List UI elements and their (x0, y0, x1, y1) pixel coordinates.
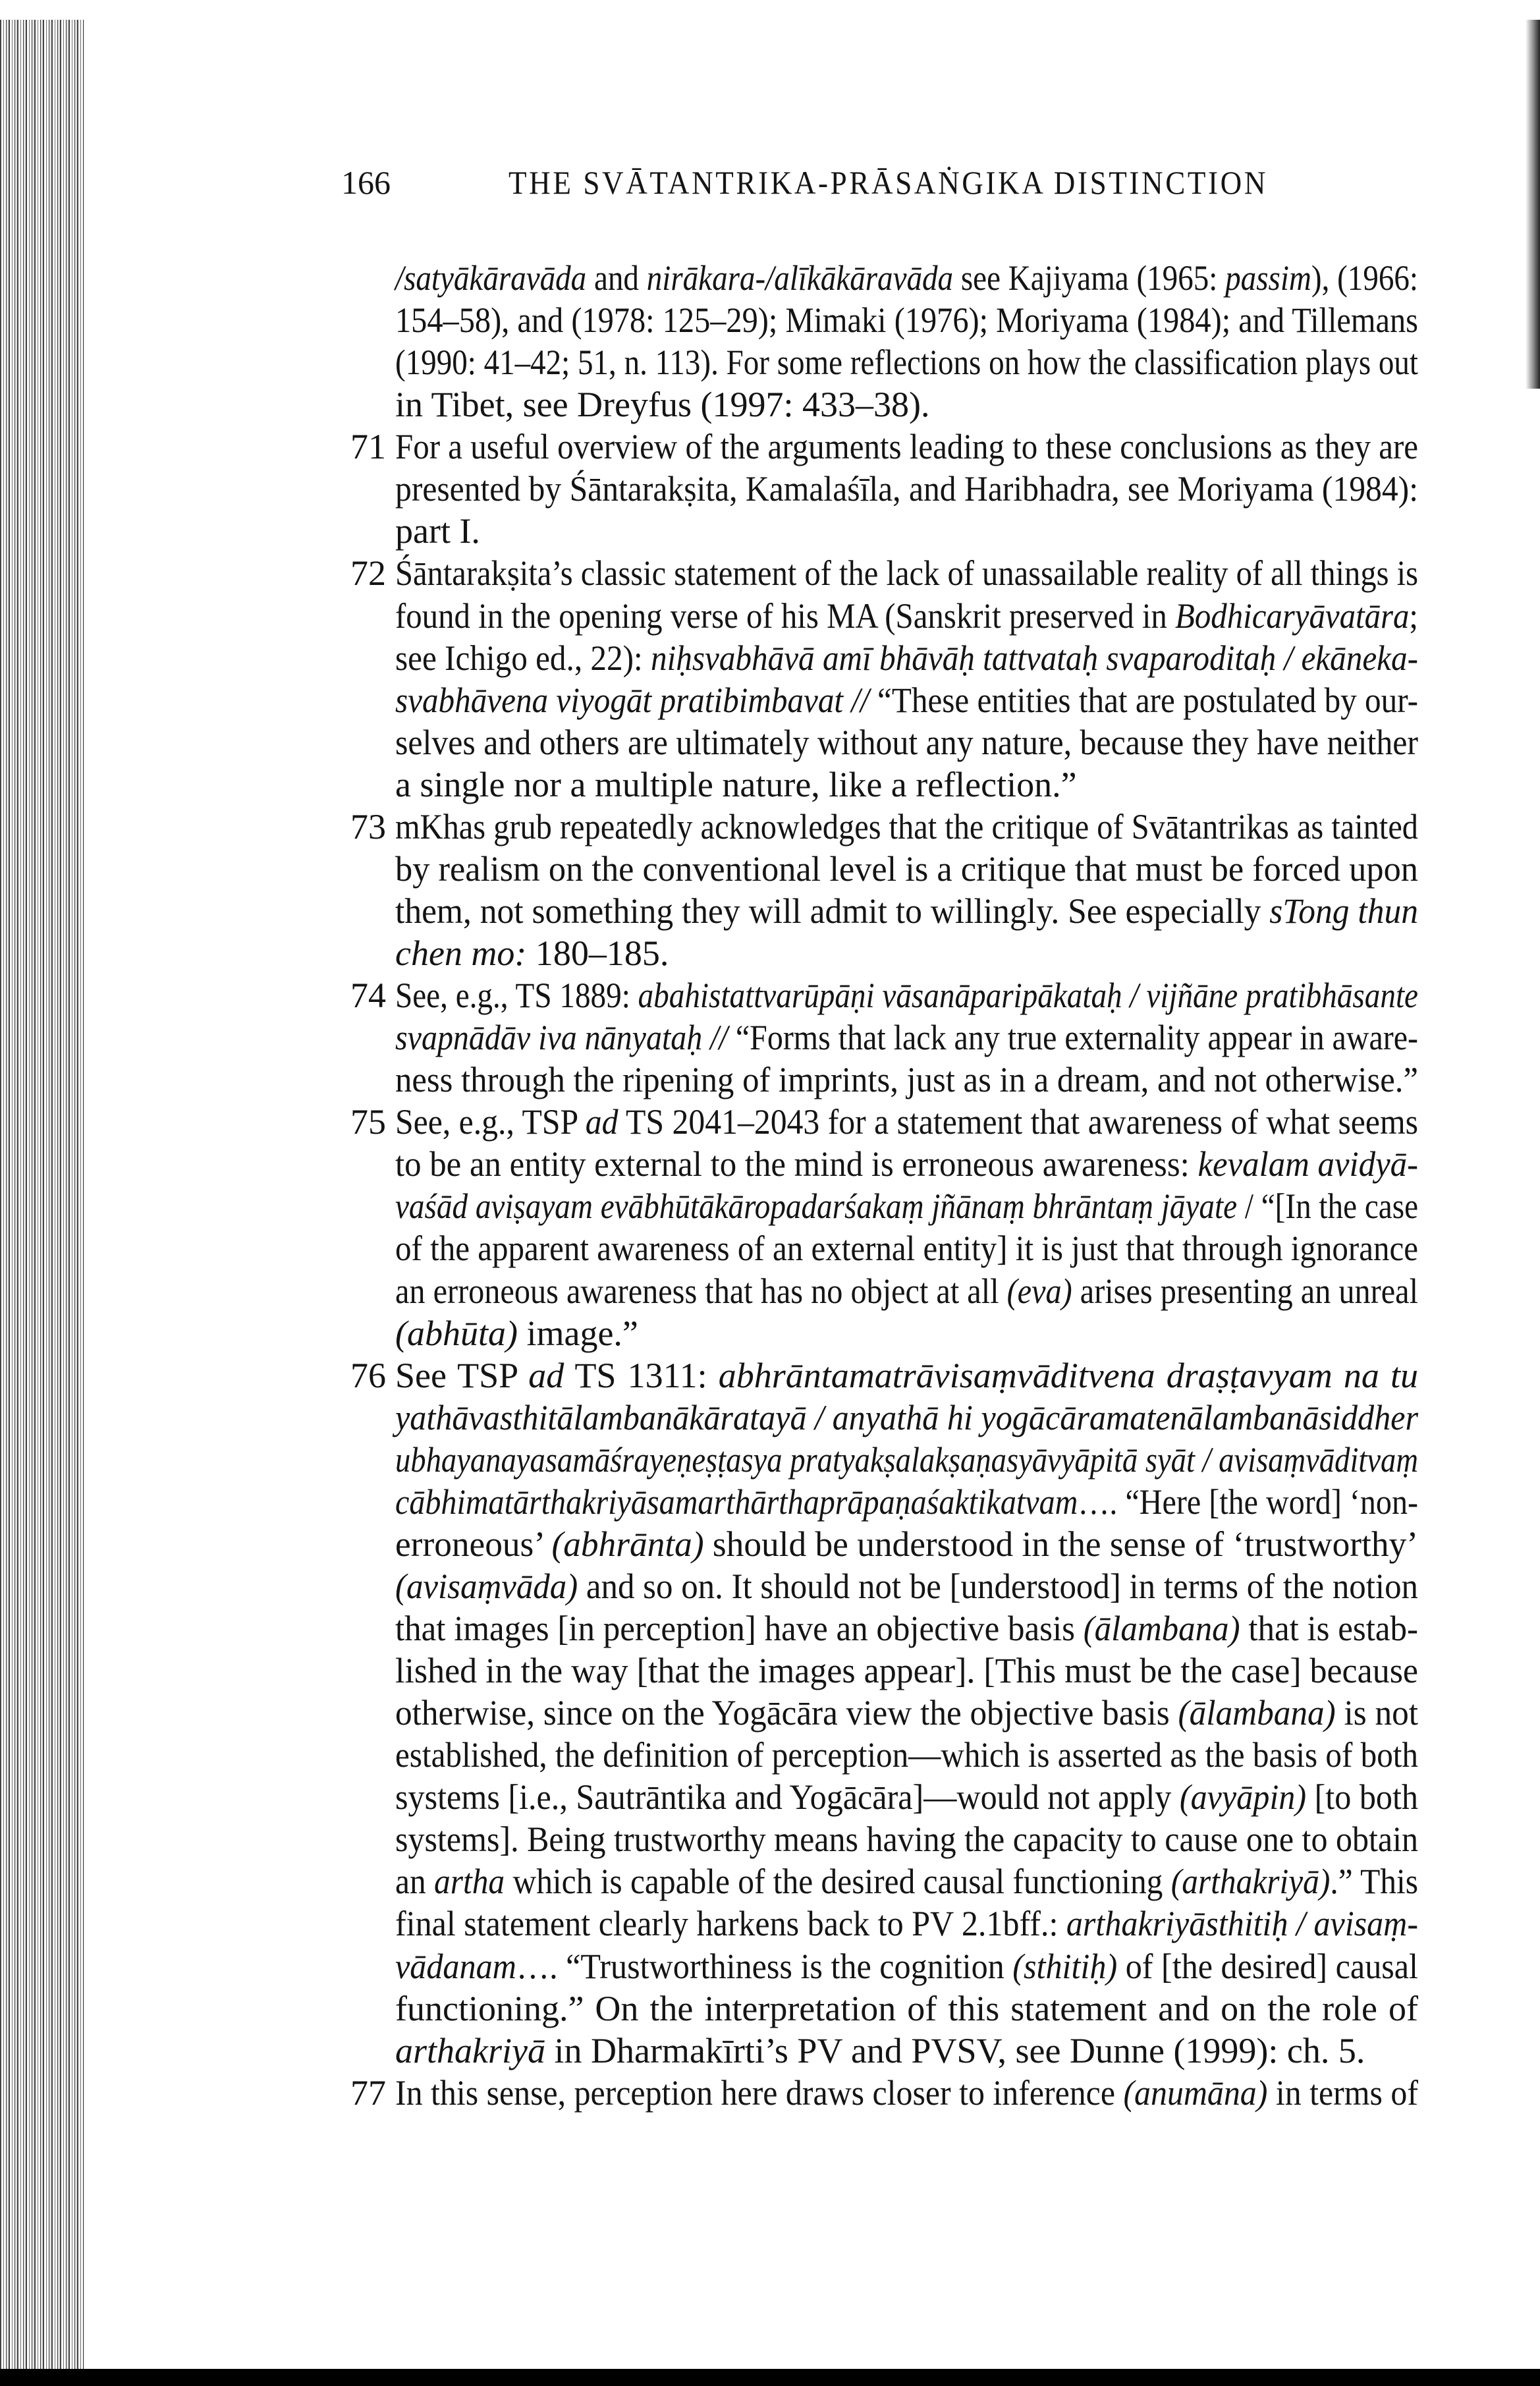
text-run: image.” (517, 1313, 638, 1353)
note-number: 72 (350, 553, 386, 594)
text-run: to be an entity external to the mind is erroneous awareness: (395, 1144, 1198, 1184)
note-line (395, 1312, 1418, 1354)
note-line (395, 299, 1418, 341)
note-line (395, 1523, 1418, 1565)
note-line-text (395, 595, 1418, 637)
note-line-text (395, 1143, 1418, 1185)
italic-term: (sthitiḥ) (1012, 1946, 1118, 1986)
text-run: “Forms that lack any true externality appear in aware- (727, 1018, 1418, 1058)
italic-term: Bodhicaryāvatāra (1175, 596, 1410, 636)
running-head-title-text: THE SVĀTANTRIKA-PRĀSAṄGIKA DISTINCTION (509, 164, 1268, 201)
text-run: For a useful overview of the arguments leading to these conclusions as they are (395, 427, 1418, 467)
note-line (395, 1650, 1418, 1692)
italic-term: cābhimatārthakriyāsamarthārthaprāpaṇaśaktikatvam (395, 1482, 1078, 1522)
text-run: arises presenting an unreal (1072, 1271, 1418, 1311)
note-line-text (395, 679, 1418, 721)
note-line-text (395, 1692, 1418, 1734)
note-line (395, 932, 1418, 974)
note-line-text (395, 1185, 1418, 1227)
note-line-text (395, 1902, 1418, 1945)
scanner-bottom-border (0, 2369, 1540, 2386)
text-run: .” This (1330, 1862, 1418, 1902)
note-line-text (395, 637, 1418, 679)
endnotes-body (350, 257, 1418, 2114)
note-number: 77 (350, 2072, 386, 2113)
note-number: 71 (350, 427, 386, 467)
italic-term: nirākara-/alīkākāravāda (646, 258, 954, 298)
note-line (395, 1987, 1418, 2030)
italic-term: (eva) (1006, 1271, 1072, 1311)
note-line (395, 763, 1418, 806)
note-line (395, 1945, 1418, 1987)
italic-term: arthakriyāsthitiḥ / avisaṃ- (1066, 1904, 1418, 1944)
note-line (395, 257, 1418, 299)
italic-term: (anumāna) (1123, 2072, 1268, 2113)
text-run: systems [i.e., Sautrāntika and Yogācāra]—would not apply (395, 1777, 1180, 1817)
text-run: “These entities that are postulated by our- (869, 680, 1418, 720)
note-line-text (395, 1523, 1418, 1565)
italic-term: artha (434, 1862, 505, 1902)
note-line-text (395, 383, 929, 426)
text-run: / “[In the case (1237, 1186, 1418, 1227)
note-line-text (395, 1354, 1418, 1397)
text-run: TS 2041–2043 for a statement that awareness of what seems (618, 1102, 1418, 1142)
note-line (395, 1734, 1418, 1776)
note-line-text (395, 1734, 1418, 1776)
italic-term: yathāvasthitālambanākāratayā / anyathā hi yogācāramatenālambanāsiddher (395, 1397, 1418, 1437)
scanned-page-edge-shadow (1526, 20, 1540, 389)
note-line (395, 2030, 1418, 2072)
text-run: them, not something they will admit to willingly. See especially (395, 891, 1270, 931)
text-run: a single nor a multiple nature, like a reflection.” (395, 764, 1077, 804)
note-line-text (395, 552, 1418, 594)
italic-term: abahistattvarūpāṇi vāsanāparipākataḥ / vijñāne pratibhāsante (638, 976, 1418, 1016)
text-run: selves and others are ultimately without any nature, because they have neither (395, 722, 1418, 762)
text-run: functioning.” On the interpretation of this statement and on the role of (395, 1988, 1418, 2028)
note-line-text (395, 1987, 1418, 2030)
note-number: 74 (350, 976, 386, 1016)
text-run: in Dharmakīrti’s PV and PVSV, see Dunne (1999): ch. 5. (545, 2030, 1365, 2070)
scanned-book-binding-edge (0, 20, 84, 2372)
text-run: See TSP (395, 1355, 529, 1395)
note-line-text (395, 468, 1418, 510)
text-run: otherwise, since on the Yogācāra view the objective basis (395, 1693, 1178, 1733)
note-line-text (395, 257, 1418, 299)
italic-term: kevalam avidyā- (1197, 1144, 1418, 1184)
text-run: an (395, 1862, 435, 1902)
note-line-text (395, 1650, 1418, 1692)
note-line (395, 1776, 1418, 1818)
text-run: see Ichigo ed., 22): (395, 638, 651, 678)
italic-term: vaśād aviṣayam evābhūtākāropadarśakaṃ jñānaṃ bhrāntaṃ jāyate (395, 1186, 1238, 1227)
italic-term: svapnādāv iva nānyataḥ // (395, 1018, 728, 1058)
note-line (395, 1607, 1418, 1650)
text-run: 154–58), and (1978: 125–29); Mimaki (1976); Moriyama (1984); and Tillemans (395, 300, 1418, 341)
text-run: ; (1409, 596, 1418, 636)
italic-term: passim (1225, 258, 1311, 298)
note-line-text (395, 721, 1418, 763)
note-line-text (395, 1565, 1418, 1607)
note-line-text (395, 2030, 1365, 2072)
note-line-text (395, 1439, 1418, 1481)
text-run: is not (1335, 1693, 1418, 1733)
italic-term: vādanam (395, 1946, 516, 1986)
note-line (395, 679, 1418, 721)
text-run: which is capable of the desired causal functioning (505, 1862, 1171, 1902)
note-line (395, 1227, 1418, 1269)
note-line (350, 1354, 1418, 1397)
note-line-text (395, 1016, 1418, 1059)
note-line-text (395, 1227, 1418, 1269)
text-run: 180–185. (526, 933, 669, 973)
text-run: established, the definition of perception—which is asserted as the basis of both (395, 1735, 1418, 1775)
italic-term: sTong thun (1269, 891, 1418, 931)
text-run: of [the desired] causal (1117, 1946, 1418, 1986)
text-run: final statement clearly harkens back to PV 2.1bff.: (395, 1904, 1066, 1944)
italic-term: svabhāvena viyogāt pratibimbavat // (395, 680, 869, 720)
text-run: …. “Trustworthiness is the cognition (516, 1946, 1013, 1986)
note-line-text (395, 1818, 1418, 1860)
note-line (395, 637, 1418, 679)
note-line-text (395, 1059, 1418, 1101)
text-run: TS 1311: (564, 1355, 719, 1395)
note-line-text (395, 1481, 1418, 1523)
text-run: should be understood in the sense of ‘trustworthy’ (703, 1524, 1418, 1564)
note-line-text (395, 341, 1418, 383)
note-line (395, 595, 1418, 637)
note-line-text (395, 1270, 1418, 1312)
text-run: ness through the ripening of imprints, just as in a dream, and not otherwise.” (395, 1060, 1418, 1100)
note-line-text (395, 1397, 1418, 1439)
italic-term: chen mo: (395, 933, 527, 973)
text-run: ), (1966: (1311, 258, 1418, 298)
text-run: in terms of (1267, 2072, 1418, 2113)
text-run: (1990: 41–42; 51, n. 113). For some reflections on how the classification plays out (395, 343, 1418, 383)
note-line-text (395, 426, 1418, 468)
note-line-text (395, 2072, 1418, 2114)
note-line (395, 1397, 1418, 1439)
note-line (395, 1565, 1418, 1607)
italic-term: (ālambana) (1178, 1693, 1336, 1733)
text-run: [to both (1306, 1777, 1418, 1817)
text-run: erroneous’ (395, 1524, 552, 1564)
text-run: and so on. It should not be [understood] in terms of the notion (578, 1566, 1418, 1606)
note-line (350, 552, 1418, 594)
italic-term: (abhūta) (395, 1313, 518, 1353)
text-run: In this sense, perception here draws closer to inference (395, 2072, 1124, 2113)
note-line-text (395, 890, 1418, 932)
italic-term: (arthakriyā) (1170, 1862, 1331, 1902)
note-line (395, 1481, 1418, 1523)
note-number: 75 (350, 1102, 386, 1142)
text-run: part I. (395, 511, 480, 551)
note-line-text (395, 806, 1418, 848)
note-number: 76 (350, 1355, 386, 1395)
italic-term: ad (528, 1355, 564, 1395)
note-line-text (395, 974, 1418, 1016)
text-run: by realism on the conventional level is a critique that must be forced upon (395, 848, 1418, 889)
note-line (395, 890, 1418, 932)
note-line (395, 1902, 1418, 1945)
note-line (395, 341, 1418, 383)
note-line (395, 1185, 1418, 1227)
note-line (395, 1143, 1418, 1185)
text-run: see Kajiyama (1965: (953, 258, 1226, 298)
note-line (395, 1860, 1418, 1902)
italic-term: niḥsvabhāvā amī bhāvāḥ tattvataḥ svaparoditaḥ / ekāneka- (650, 638, 1418, 678)
note-line (395, 1818, 1418, 1860)
note-line-text (395, 1607, 1418, 1650)
text-run: of the apparent awareness of an external entity] it is just that through ignorance (395, 1229, 1418, 1269)
note-line (395, 1016, 1418, 1059)
italic-term: (abhrānta) (551, 1524, 704, 1564)
text-run: and (586, 258, 647, 298)
note-line-text (395, 932, 669, 974)
note-line-text (395, 510, 480, 552)
text-run: See, e.g., TSP (395, 1102, 586, 1142)
note-line (350, 2072, 1418, 2114)
text-run: Śāntarakṣita’s classic statement of the lack of unassailable reality of all things is (395, 553, 1418, 594)
text-run: mKhas grub repeatedly acknowledges that the critique of Svātantrikas as tainted (395, 806, 1418, 846)
italic-term: ad (585, 1102, 619, 1142)
note-line-text (395, 1776, 1418, 1818)
italic-term: (avisaṃvāda) (395, 1566, 578, 1606)
note-line (350, 426, 1418, 468)
note-line (395, 1270, 1418, 1312)
note-line-text (395, 848, 1418, 890)
note-number: 73 (350, 806, 386, 846)
note-line (395, 1059, 1418, 1101)
note-line-text (395, 1860, 1418, 1902)
note-line (395, 468, 1418, 510)
italic-term: (ālambana) (1083, 1609, 1240, 1648)
running-head-title (509, 163, 1268, 202)
note-line-text (395, 299, 1418, 341)
text-run: that images [in perception] have an objective basis (395, 1609, 1084, 1648)
note-line (395, 848, 1418, 890)
text-run: lished in the way [that the images appear]. [This must be the case] because (395, 1651, 1418, 1691)
text-run: See, e.g., TS 1889: (395, 976, 638, 1016)
text-run: …. “Here [the word] ‘non- (1078, 1482, 1418, 1522)
note-line (395, 721, 1418, 763)
note-line-text (395, 1312, 638, 1354)
text-run: in Tibet, see Dreyfus (1997: 433–38). (395, 385, 930, 425)
text-run: that is estab- (1240, 1609, 1418, 1648)
note-line-text (395, 1101, 1418, 1143)
note-line-text (395, 763, 1077, 806)
note-line (350, 1101, 1418, 1143)
note-line (350, 974, 1418, 1016)
note-line (350, 806, 1418, 848)
note-line (395, 1692, 1418, 1734)
page-number: 166 (341, 164, 391, 201)
italic-term: ubhayanayasamāśrayeṇeṣṭasya pratyakṣalakṣaṇasyāvyāpitā syāt / avisaṃvāditvaṃ (395, 1439, 1418, 1480)
italic-term: /satyākāravāda (395, 258, 587, 298)
text-run: found in the opening verse of his MA (Sanskrit preserved in (395, 596, 1176, 636)
italic-term: abhrāntamatrāvisaṃvāditvena draṣṭavyam na tu (718, 1355, 1418, 1395)
text-run: systems]. Being trustworthy means having the capacity to cause one to obtain (395, 1819, 1418, 1860)
text-run: an erroneous awareness that has no object at all (395, 1271, 1007, 1311)
italic-term: arthakriyā (395, 2030, 545, 2070)
note-line-text (395, 1945, 1418, 1987)
text-run: presented by Śāntarakṣita, Kamalaśīla, and Haribhadra, see Moriyama (1984): (395, 469, 1418, 509)
italic-term: (avyāpin) (1179, 1777, 1307, 1817)
note-line (395, 510, 1418, 552)
note-line (395, 1439, 1418, 1481)
note-line (395, 383, 1418, 426)
